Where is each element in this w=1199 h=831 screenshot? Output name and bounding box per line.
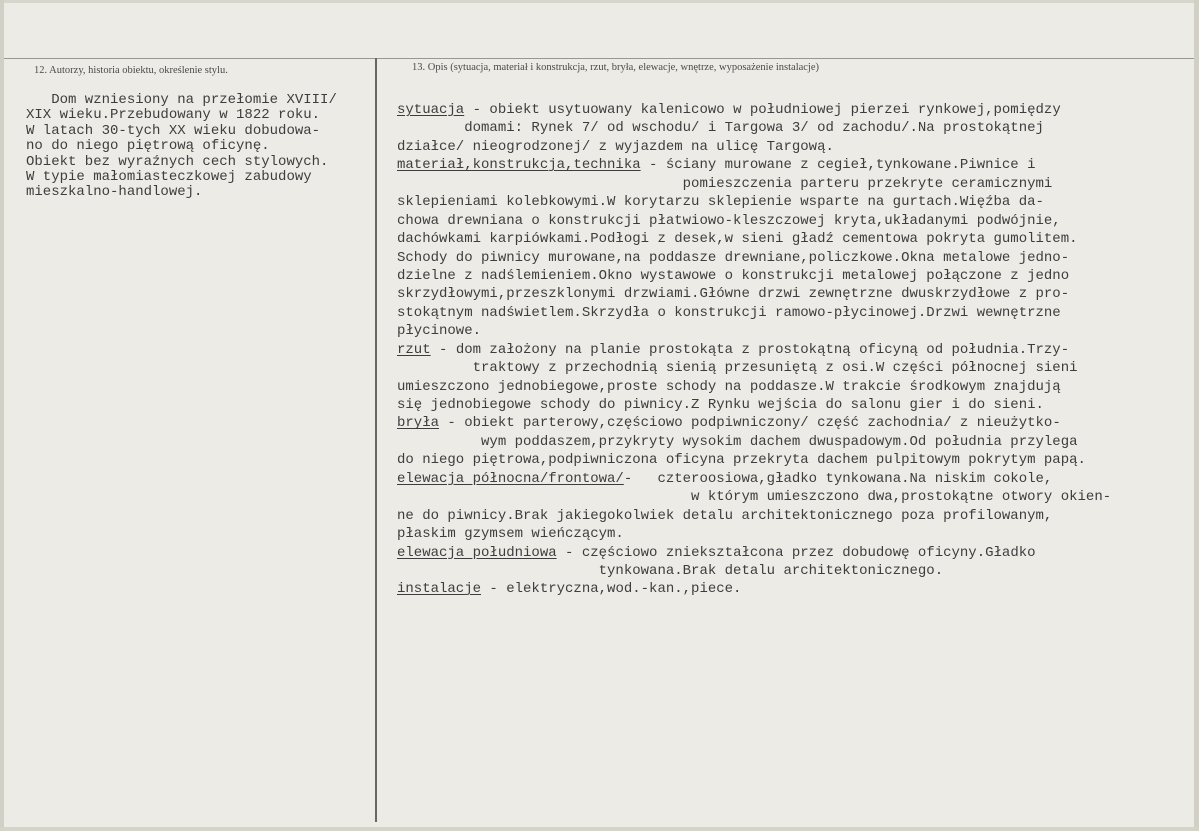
description-line [397, 507, 1111, 525]
paper-edge-right [1194, 0, 1199, 831]
description-line [397, 193, 1111, 211]
paper-edge-left [0, 0, 4, 831]
line-text: wym poddaszem,przykryty wysokim dachem dwuspadowym.Od południa przylega [397, 433, 1078, 450]
history-line: XIX wieku.Przebudowany w 1822 roku. [26, 107, 321, 124]
section-term: elewacja południowa [397, 544, 557, 561]
history-line: W latach 30-tych XX wieku dobudowa- [26, 122, 321, 139]
description-line [397, 101, 1111, 119]
description-line [397, 488, 1111, 506]
header-rule [4, 58, 1194, 59]
line-text: dzielne z nadślemieniem.Okno wystawowe o konstrukcji metalowej połączone z jedno [397, 267, 1070, 284]
description-line [397, 414, 1111, 432]
line-text: - obiekt usytuowany kalenicowo w południowej pierzei rynkowej,pomiędzy [464, 102, 1061, 118]
description-line [397, 212, 1111, 230]
line-text: - czteroosiowa,gładko tynkowana.Na niskim cokole, [623, 470, 1053, 487]
description-line [397, 304, 1111, 322]
description-line [397, 341, 1111, 359]
description-line [397, 285, 1111, 303]
line-text: - elektryczna,wod.-kan.,piece. [481, 581, 742, 598]
description-line [397, 451, 1111, 469]
description-line [397, 544, 1111, 562]
description-line [397, 230, 1111, 248]
line-text: domami: Rynek 7/ od wschodu/ i Targowa 3/ od zachodu/.Na prostokątnej [397, 120, 1044, 137]
description-line [397, 249, 1111, 267]
section-12-heading: 12. Autorzy, historia obiektu, określenie stylu. [34, 65, 228, 76]
description-line [397, 119, 1111, 137]
history-line: no do niego piętrową oficynę. [26, 138, 270, 155]
section-13-heading: 13. Opis (sytuacja, materiał i konstrukcja, rzut, bryła, elewacje, wnętrze, wyposażenie instalacje) [412, 62, 820, 73]
section-term: elewacja północna/frontowa/ [397, 470, 624, 487]
description-line [397, 433, 1111, 451]
section-term: sytuacja [397, 102, 465, 118]
description-line [397, 378, 1111, 396]
line-text: - ściany murowane z cegieł,tynkowane.Piwnice i [640, 157, 1036, 174]
line-text: - obiekt parterowy,częściowo podpiwniczony/ część zachodnia/ z nieużytko- [439, 415, 1061, 432]
line-text: traktowy z przechodnią sienią przesuniętą z osi.W części północnej sieni [397, 360, 1078, 377]
line-text: - dom założony na planie prostokąta z prostokątną oficyną od południa.Trzy- [430, 341, 1070, 358]
description-line [397, 175, 1111, 193]
line-text: się jednobiegowe schody do piwnicy.Z Rynku wejścia do salonu gier i do sieni. [397, 397, 1044, 413]
line-text: umieszczono jednobiegowe,proste schody na poddasze.W trakcie środkowym znajdują [397, 378, 1061, 395]
description-line [397, 580, 1111, 598]
line-text: stokątnym nadświetlem.Skrzydła o konstrukcji ramowo-płycinowej.Drzwi wewnętrzne [397, 304, 1061, 321]
line-text: Schody do piwnicy murowane,na poddasze drewniane,policzkowe.Okna metalowe jedno- [397, 249, 1070, 266]
line-text: działce/ nieogrodzonej/ z wyjazdem na ulicę Targową. [397, 138, 834, 155]
column-divider [375, 58, 377, 822]
description-line [397, 525, 1111, 543]
line-text: skrzydłowymi,przeszklonymi drzwiami.Główne drzwi zewnętrzne dwuskrzydłowe z pro- [397, 286, 1070, 303]
description-line [397, 267, 1111, 285]
line-text: sklepieniami kolebkowymi.W korytarzu sklepienie wsparte na gurtach.Więźba da- [397, 194, 1044, 211]
history-line: Dom wzniesiony na przełomie XVIII/ [26, 92, 337, 108]
description-line [397, 322, 1111, 340]
history-line: W typie małomiasteczkowej zabudowy [26, 168, 312, 185]
paper-edge-bottom [0, 827, 1199, 831]
line-text: tynkowana.Brak detalu architektonicznego. [397, 562, 944, 579]
section-term: materiał,konstrukcja,technika [397, 157, 641, 174]
description-text [397, 101, 1111, 599]
line-text: dachówkami karpiówkami.Podłogi z desek,w sieni gładź cementowa pokryta gumolitem. [397, 231, 1078, 248]
description-line [397, 359, 1111, 377]
description-line [397, 562, 1111, 580]
history-line: mieszkalno-handlowej. [26, 184, 203, 201]
description-line [397, 470, 1111, 488]
line-text: w którym umieszczono dwa,prostokątne otwory okien- [397, 489, 1112, 506]
section-term: rzut [397, 341, 431, 358]
line-text: do niego piętrowa,podpiwniczona oficyna przekryta dachem pulpitowym pokrytym papą. [397, 452, 1086, 469]
description-line [397, 138, 1111, 156]
line-text: chowa drewniana o konstrukcji płatwiowo-kleszczowej kryta,układanymi podwójnie, [397, 212, 1061, 229]
line-text: ne do piwnicy.Brak jakiegokolwiek detalu architektonicznego poza profilowanym, [397, 507, 1053, 524]
section-term: bryła [397, 415, 440, 432]
description-line [397, 396, 1111, 414]
paper-edge-top [0, 0, 1199, 3]
line-text: płycinowe. [397, 323, 482, 340]
history-line: Obiekt bez wyraźnych cech stylowych. [26, 153, 329, 170]
line-text: płaskim gzymsem wieńczącym. [397, 526, 624, 543]
section-term: instalacje [397, 581, 482, 598]
line-text: pomieszczenia parteru przekryte ceramicznymi [397, 175, 1053, 192]
history-text [26, 93, 337, 201]
description-line [397, 156, 1111, 174]
line-text: - częściowo zniekształcona przez dobudowę oficyny.Gładko [556, 544, 1036, 561]
